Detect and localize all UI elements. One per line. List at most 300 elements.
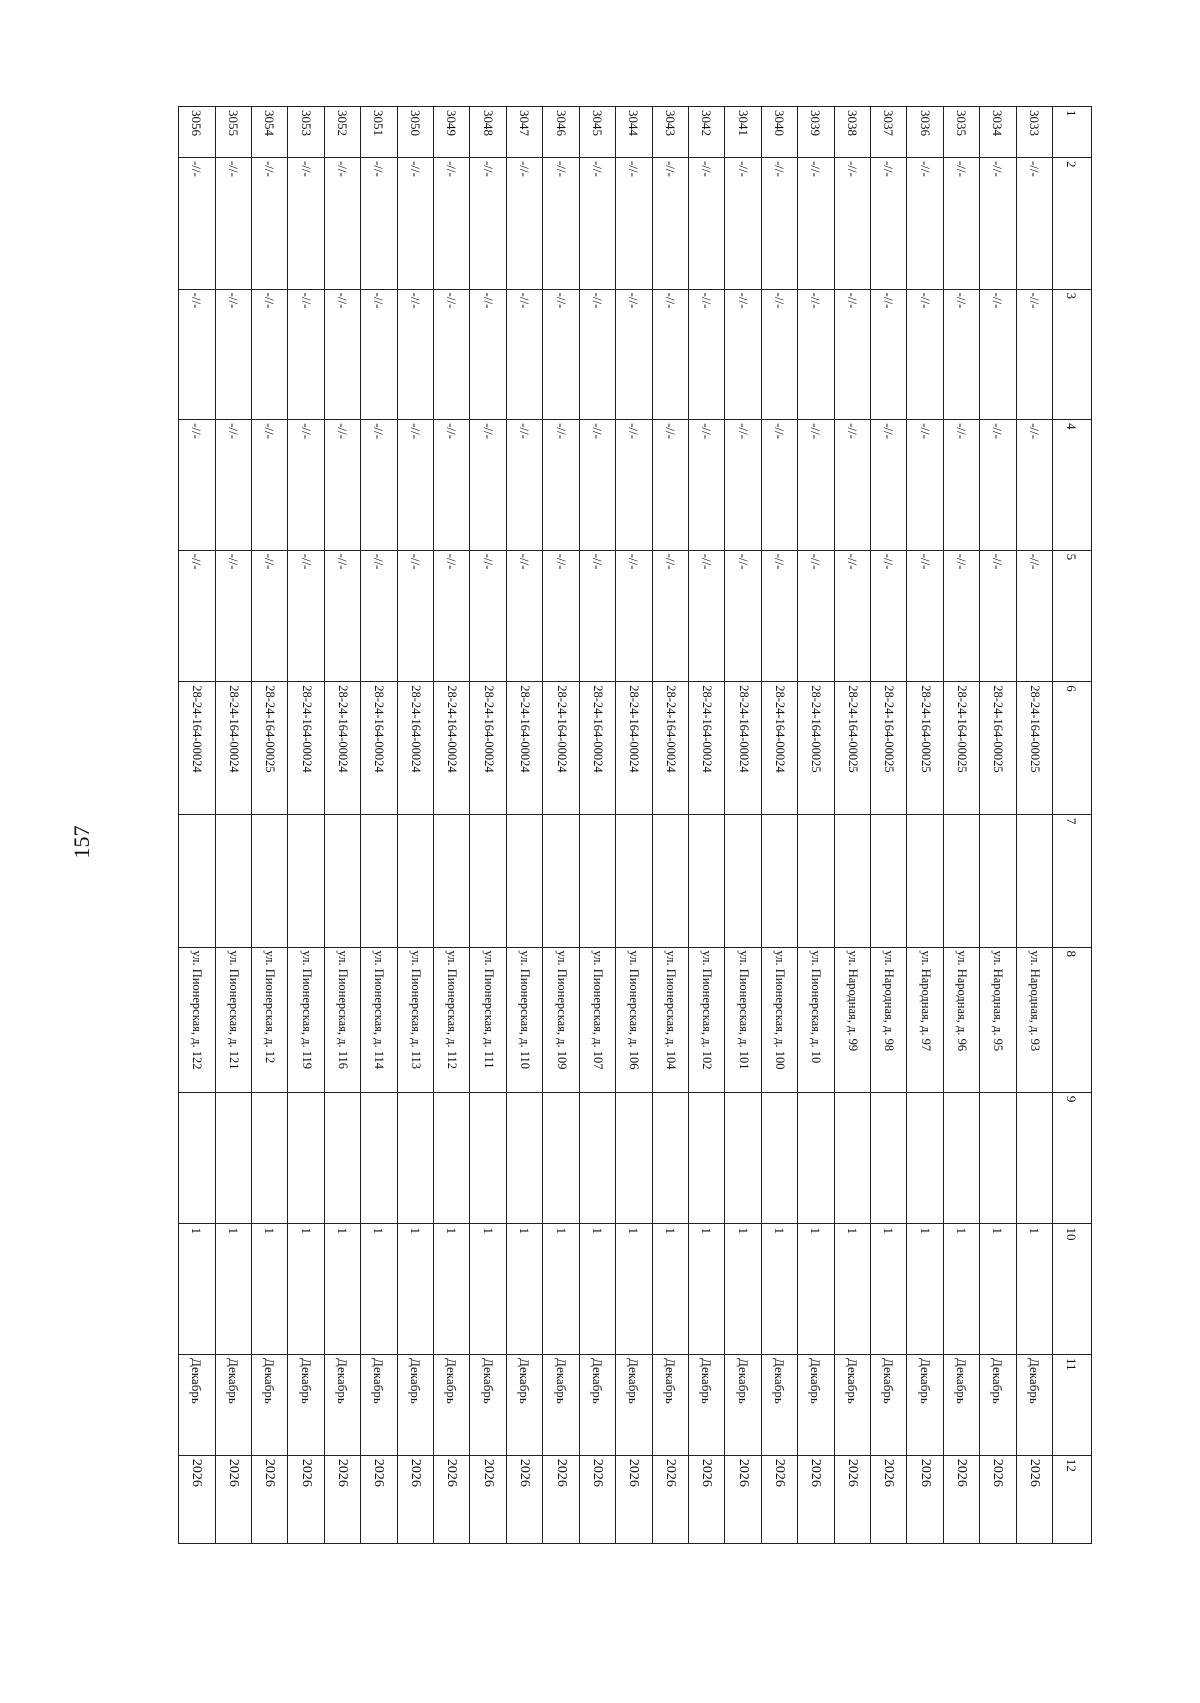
col-7-cell <box>1016 814 1052 947</box>
cadastral-number: 28-24-164-00024 <box>324 682 360 815</box>
year: 2026 <box>361 1455 397 1543</box>
col-2-cell: -//- <box>397 157 433 289</box>
table-row <box>543 107 579 1544</box>
month: Декабрь <box>470 1355 506 1456</box>
col-5-cell: -//- <box>688 550 724 682</box>
table-body <box>179 107 1053 1544</box>
year: 2026 <box>616 1455 652 1543</box>
table-row <box>215 107 251 1544</box>
table-row <box>616 107 652 1544</box>
row-number: 3034 <box>980 107 1016 158</box>
month: Декабрь <box>798 1355 834 1456</box>
table-row <box>798 107 834 1544</box>
table-row <box>434 107 470 1544</box>
quantity: 1 <box>761 1224 797 1355</box>
cadastral-number: 28-24-164-00025 <box>834 682 870 815</box>
col-3-cell: -//- <box>470 289 506 420</box>
col-9-cell <box>288 1092 324 1224</box>
quantity: 1 <box>543 1224 579 1355</box>
col-7-cell <box>434 814 470 947</box>
table-rotated-container <box>178 106 1092 1544</box>
address: ул. Пионерская, д. 106 <box>616 947 652 1092</box>
col-7-cell <box>215 814 251 947</box>
year: 2026 <box>543 1455 579 1543</box>
address: ул. Пионерская, д. 12 <box>252 947 288 1092</box>
col-9-cell <box>361 1092 397 1224</box>
col-5-cell: -//- <box>652 550 688 682</box>
column-header-5: 5 <box>1053 550 1092 682</box>
col-2-cell: -//- <box>761 157 797 289</box>
col-4-cell: -//- <box>324 420 360 551</box>
col-2-cell: -//- <box>252 157 288 289</box>
address: ул. Народная, д. 93 <box>1016 947 1052 1092</box>
cadastral-number: 28-24-164-00025 <box>943 682 979 815</box>
col-5-cell: -//- <box>616 550 652 682</box>
col-4-cell: -//- <box>361 420 397 551</box>
col-2-cell: -//- <box>1016 157 1052 289</box>
table-row <box>470 107 506 1544</box>
table-row <box>943 107 979 1544</box>
quantity: 1 <box>215 1224 251 1355</box>
col-5-cell: -//- <box>397 550 433 682</box>
col-4-cell: -//- <box>470 420 506 551</box>
col-4-cell: -//- <box>215 420 251 551</box>
col-3-cell: -//- <box>907 289 943 420</box>
col-4-cell: -//- <box>543 420 579 551</box>
quantity: 1 <box>579 1224 615 1355</box>
col-4-cell: -//- <box>725 420 761 551</box>
col-4-cell: -//- <box>506 420 542 551</box>
col-7-cell <box>725 814 761 947</box>
col-5-cell: -//- <box>506 550 542 682</box>
year: 2026 <box>252 1455 288 1543</box>
year: 2026 <box>834 1455 870 1543</box>
col-9-cell <box>324 1092 360 1224</box>
month: Декабрь <box>834 1355 870 1456</box>
col-4-cell: -//- <box>579 420 615 551</box>
col-9-cell <box>725 1092 761 1224</box>
quantity: 1 <box>1016 1224 1052 1355</box>
month: Декабрь <box>943 1355 979 1456</box>
table-row <box>870 107 906 1544</box>
cadastral-number: 28-24-164-00024 <box>688 682 724 815</box>
col-5-cell: -//- <box>1016 550 1052 682</box>
col-9-cell <box>470 1092 506 1224</box>
row-number: 3035 <box>943 107 979 158</box>
month: Декабрь <box>252 1355 288 1456</box>
col-7-cell <box>761 814 797 947</box>
col-5-cell: -//- <box>761 550 797 682</box>
table-row <box>579 107 615 1544</box>
cadastral-number: 28-24-164-00024 <box>397 682 433 815</box>
row-number: 3056 <box>179 107 216 158</box>
column-header-4: 4 <box>1053 420 1092 551</box>
col-3-cell: -//- <box>397 289 433 420</box>
quantity: 1 <box>397 1224 433 1355</box>
quantity: 1 <box>252 1224 288 1355</box>
column-header-7: 7 <box>1053 814 1092 947</box>
col-7-cell <box>652 814 688 947</box>
address: ул. Пионерская, д. 119 <box>288 947 324 1092</box>
col-3-cell: -//- <box>543 289 579 420</box>
address: ул. Пионерская, д. 102 <box>688 947 724 1092</box>
col-4-cell: -//- <box>798 420 834 551</box>
col-3-cell: -//- <box>688 289 724 420</box>
col-4-cell: -//- <box>907 420 943 551</box>
month: Декабрь <box>980 1355 1016 1456</box>
col-9-cell <box>579 1092 615 1224</box>
row-number: 3039 <box>798 107 834 158</box>
col-3-cell: -//- <box>579 289 615 420</box>
col-7-cell <box>288 814 324 947</box>
row-number: 3053 <box>288 107 324 158</box>
col-4-cell: -//- <box>652 420 688 551</box>
month: Декабрь <box>725 1355 761 1456</box>
table-row <box>506 107 542 1544</box>
column-header-3: 3 <box>1053 289 1092 420</box>
col-7-cell <box>870 814 906 947</box>
column-header-9: 9 <box>1053 1092 1092 1224</box>
cadastral-number: 28-24-164-00025 <box>798 682 834 815</box>
quantity: 1 <box>361 1224 397 1355</box>
row-number: 3038 <box>834 107 870 158</box>
year: 2026 <box>506 1455 542 1543</box>
col-9-cell <box>870 1092 906 1224</box>
col-5-cell: -//- <box>179 550 216 682</box>
row-number: 3050 <box>397 107 433 158</box>
cadastral-number: 28-24-164-00024 <box>361 682 397 815</box>
col-4-cell: -//- <box>179 420 216 551</box>
col-2-cell: -//- <box>616 157 652 289</box>
col-5-cell: -//- <box>470 550 506 682</box>
col-5-cell: -//- <box>943 550 979 682</box>
col-7-cell <box>252 814 288 947</box>
quantity: 1 <box>907 1224 943 1355</box>
month: Декабрь <box>288 1355 324 1456</box>
address: ул. Народная, д. 97 <box>907 947 943 1092</box>
col-4-cell: -//- <box>616 420 652 551</box>
cadastral-number: 28-24-164-00025 <box>1016 682 1052 815</box>
row-number: 3041 <box>725 107 761 158</box>
month: Декабрь <box>761 1355 797 1456</box>
month: Декабрь <box>179 1355 216 1456</box>
col-9-cell <box>652 1092 688 1224</box>
month: Декабрь <box>688 1355 724 1456</box>
row-number: 3052 <box>324 107 360 158</box>
col-9-cell <box>252 1092 288 1224</box>
col-5-cell: -//- <box>907 550 943 682</box>
month: Декабрь <box>616 1355 652 1456</box>
cadastral-number: 28-24-164-00024 <box>506 682 542 815</box>
row-number: 3033 <box>1016 107 1052 158</box>
month: Декабрь <box>579 1355 615 1456</box>
col-9-cell <box>506 1092 542 1224</box>
col-9-cell <box>616 1092 652 1224</box>
row-number: 3049 <box>434 107 470 158</box>
page-number: 157 <box>69 825 94 859</box>
col-9-cell <box>834 1092 870 1224</box>
year: 2026 <box>907 1455 943 1543</box>
address: ул. Народная, д. 99 <box>834 947 870 1092</box>
table-row <box>397 107 433 1544</box>
year: 2026 <box>434 1455 470 1543</box>
cadastral-number: 28-24-164-00025 <box>980 682 1016 815</box>
row-number: 3036 <box>907 107 943 158</box>
month: Декабрь <box>543 1355 579 1456</box>
col-7-cell <box>616 814 652 947</box>
col-3-cell: -//- <box>980 289 1016 420</box>
row-number: 3044 <box>616 107 652 158</box>
col-5-cell: -//- <box>834 550 870 682</box>
column-header-1: 1 <box>1053 107 1092 158</box>
col-3-cell: -//- <box>288 289 324 420</box>
cadastral-number: 28-24-164-00024 <box>543 682 579 815</box>
row-number: 3048 <box>470 107 506 158</box>
address: ул. Пионерская, д. 112 <box>434 947 470 1092</box>
col-3-cell: -//- <box>506 289 542 420</box>
col-7-cell <box>470 814 506 947</box>
year: 2026 <box>870 1455 906 1543</box>
address: ул. Пионерская, д. 101 <box>725 947 761 1092</box>
col-3-cell: -//- <box>179 289 216 420</box>
quantity: 1 <box>688 1224 724 1355</box>
year: 2026 <box>798 1455 834 1543</box>
col-2-cell: -//- <box>434 157 470 289</box>
quantity: 1 <box>834 1224 870 1355</box>
col-2-cell: -//- <box>652 157 688 289</box>
col-3-cell: -//- <box>616 289 652 420</box>
col-4-cell: -//- <box>688 420 724 551</box>
col-5-cell: -//- <box>543 550 579 682</box>
cadastral-number: 28-24-164-00025 <box>870 682 906 815</box>
month: Декабрь <box>324 1355 360 1456</box>
table-row <box>725 107 761 1544</box>
data-table <box>178 106 1092 1544</box>
year: 2026 <box>470 1455 506 1543</box>
table-row <box>907 107 943 1544</box>
col-2-cell: -//- <box>361 157 397 289</box>
quantity: 1 <box>470 1224 506 1355</box>
month: Декабрь <box>434 1355 470 1456</box>
col-4-cell: -//- <box>397 420 433 551</box>
col-2-cell: -//- <box>870 157 906 289</box>
year: 2026 <box>579 1455 615 1543</box>
col-5-cell: -//- <box>798 550 834 682</box>
col-9-cell <box>434 1092 470 1224</box>
year: 2026 <box>179 1455 216 1543</box>
cadastral-number: 28-24-164-00024 <box>470 682 506 815</box>
quantity: 1 <box>434 1224 470 1355</box>
col-9-cell <box>543 1092 579 1224</box>
table-row <box>761 107 797 1544</box>
col-5-cell: -//- <box>361 550 397 682</box>
cadastral-number: 28-24-164-00024 <box>288 682 324 815</box>
col-2-cell: -//- <box>324 157 360 289</box>
col-3-cell: -//- <box>761 289 797 420</box>
cadastral-number: 28-24-164-00024 <box>616 682 652 815</box>
address: ул. Пионерская, д. 122 <box>179 947 216 1092</box>
year: 2026 <box>1016 1455 1052 1543</box>
year: 2026 <box>324 1455 360 1543</box>
month: Декабрь <box>870 1355 906 1456</box>
month: Декабрь <box>907 1355 943 1456</box>
cadastral-number: 28-24-164-00024 <box>579 682 615 815</box>
month: Декабрь <box>506 1355 542 1456</box>
year: 2026 <box>397 1455 433 1543</box>
col-3-cell: -//- <box>361 289 397 420</box>
year: 2026 <box>980 1455 1016 1543</box>
col-2-cell: -//- <box>288 157 324 289</box>
col-5-cell: -//- <box>725 550 761 682</box>
address: ул. Пионерская, д. 104 <box>652 947 688 1092</box>
address: ул. Пионерская, д. 121 <box>215 947 251 1092</box>
col-7-cell <box>397 814 433 947</box>
quantity: 1 <box>798 1224 834 1355</box>
col-7-cell <box>688 814 724 947</box>
column-header-10: 10 <box>1053 1224 1092 1355</box>
quantity: 1 <box>616 1224 652 1355</box>
quantity: 1 <box>980 1224 1016 1355</box>
col-7-cell <box>798 814 834 947</box>
col-9-cell <box>1016 1092 1052 1224</box>
col-5-cell: -//- <box>434 550 470 682</box>
col-7-cell <box>907 814 943 947</box>
col-2-cell: -//- <box>215 157 251 289</box>
row-number: 3043 <box>652 107 688 158</box>
col-9-cell <box>798 1092 834 1224</box>
address: ул. Пионерская, д. 10 <box>798 947 834 1092</box>
col-7-cell <box>980 814 1016 947</box>
row-number: 3055 <box>215 107 251 158</box>
table-row <box>361 107 397 1544</box>
col-5-cell: -//- <box>288 550 324 682</box>
cadastral-number: 28-24-164-00024 <box>652 682 688 815</box>
col-3-cell: -//- <box>324 289 360 420</box>
row-number: 3045 <box>579 107 615 158</box>
col-9-cell <box>907 1092 943 1224</box>
row-number: 3054 <box>252 107 288 158</box>
address: ул. Пионерская, д. 113 <box>397 947 433 1092</box>
col-7-cell <box>543 814 579 947</box>
table-row <box>688 107 724 1544</box>
col-3-cell: -//- <box>652 289 688 420</box>
col-3-cell: -//- <box>834 289 870 420</box>
col-9-cell <box>688 1092 724 1224</box>
month: Декабрь <box>652 1355 688 1456</box>
address: ул. Пионерская, д. 109 <box>543 947 579 1092</box>
col-4-cell: -//- <box>980 420 1016 551</box>
col-2-cell: -//- <box>834 157 870 289</box>
year: 2026 <box>725 1455 761 1543</box>
col-9-cell <box>943 1092 979 1224</box>
quantity: 1 <box>652 1224 688 1355</box>
cadastral-number: 28-24-164-00025 <box>252 682 288 815</box>
row-number: 3037 <box>870 107 906 158</box>
month: Декабрь <box>361 1355 397 1456</box>
col-2-cell: -//- <box>179 157 216 289</box>
col-3-cell: -//- <box>1016 289 1052 420</box>
year: 2026 <box>288 1455 324 1543</box>
address: ул. Пионерская, д. 114 <box>361 947 397 1092</box>
address: ул. Пионерская, д. 100 <box>761 947 797 1092</box>
col-4-cell: -//- <box>870 420 906 551</box>
col-3-cell: -//- <box>434 289 470 420</box>
table-row <box>834 107 870 1544</box>
col-9-cell <box>179 1092 216 1224</box>
row-number: 3040 <box>761 107 797 158</box>
col-9-cell <box>761 1092 797 1224</box>
table-row <box>1016 107 1052 1544</box>
col-3-cell: -//- <box>215 289 251 420</box>
year: 2026 <box>688 1455 724 1543</box>
quantity: 1 <box>943 1224 979 1355</box>
col-2-cell: -//- <box>943 157 979 289</box>
table-row <box>288 107 324 1544</box>
cadastral-number: 28-24-164-00024 <box>725 682 761 815</box>
col-3-cell: -//- <box>798 289 834 420</box>
column-header-12: 12 <box>1053 1455 1092 1543</box>
address: ул. Пионерская, д. 107 <box>579 947 615 1092</box>
col-2-cell: -//- <box>725 157 761 289</box>
year: 2026 <box>215 1455 251 1543</box>
cadastral-number: 28-24-164-00025 <box>907 682 943 815</box>
month: Декабрь <box>397 1355 433 1456</box>
col-2-cell: -//- <box>688 157 724 289</box>
col-2-cell: -//- <box>980 157 1016 289</box>
col-7-cell <box>943 814 979 947</box>
col-4-cell: -//- <box>943 420 979 551</box>
col-2-cell: -//- <box>470 157 506 289</box>
col-5-cell: -//- <box>579 550 615 682</box>
col-4-cell: -//- <box>434 420 470 551</box>
col-4-cell: -//- <box>288 420 324 551</box>
table-row <box>179 107 216 1544</box>
col-5-cell: -//- <box>252 550 288 682</box>
row-number: 3047 <box>506 107 542 158</box>
cadastral-number: 28-24-164-00024 <box>215 682 251 815</box>
col-3-cell: -//- <box>943 289 979 420</box>
month: Декабрь <box>1016 1355 1052 1456</box>
table-header-row <box>1053 107 1092 1544</box>
col-5-cell: -//- <box>215 550 251 682</box>
col-3-cell: -//- <box>870 289 906 420</box>
col-2-cell: -//- <box>543 157 579 289</box>
col-4-cell: -//- <box>1016 420 1052 551</box>
col-5-cell: -//- <box>870 550 906 682</box>
quantity: 1 <box>324 1224 360 1355</box>
column-header-11: 11 <box>1053 1355 1092 1456</box>
year: 2026 <box>943 1455 979 1543</box>
month: Декабрь <box>215 1355 251 1456</box>
col-4-cell: -//- <box>252 420 288 551</box>
col-3-cell: -//- <box>252 289 288 420</box>
col-7-cell <box>579 814 615 947</box>
quantity: 1 <box>179 1224 216 1355</box>
col-5-cell: -//- <box>980 550 1016 682</box>
quantity: 1 <box>288 1224 324 1355</box>
table-row <box>652 107 688 1544</box>
col-7-cell <box>506 814 542 947</box>
column-header-8: 8 <box>1053 947 1092 1092</box>
col-3-cell: -//- <box>725 289 761 420</box>
row-number: 3051 <box>361 107 397 158</box>
col-4-cell: -//- <box>761 420 797 551</box>
address: ул. Народная, д. 96 <box>943 947 979 1092</box>
cadastral-number: 28-24-164-00024 <box>761 682 797 815</box>
address: ул. Пионерская, д. 111 <box>470 947 506 1092</box>
column-header-6: 6 <box>1053 682 1092 815</box>
col-9-cell <box>397 1092 433 1224</box>
